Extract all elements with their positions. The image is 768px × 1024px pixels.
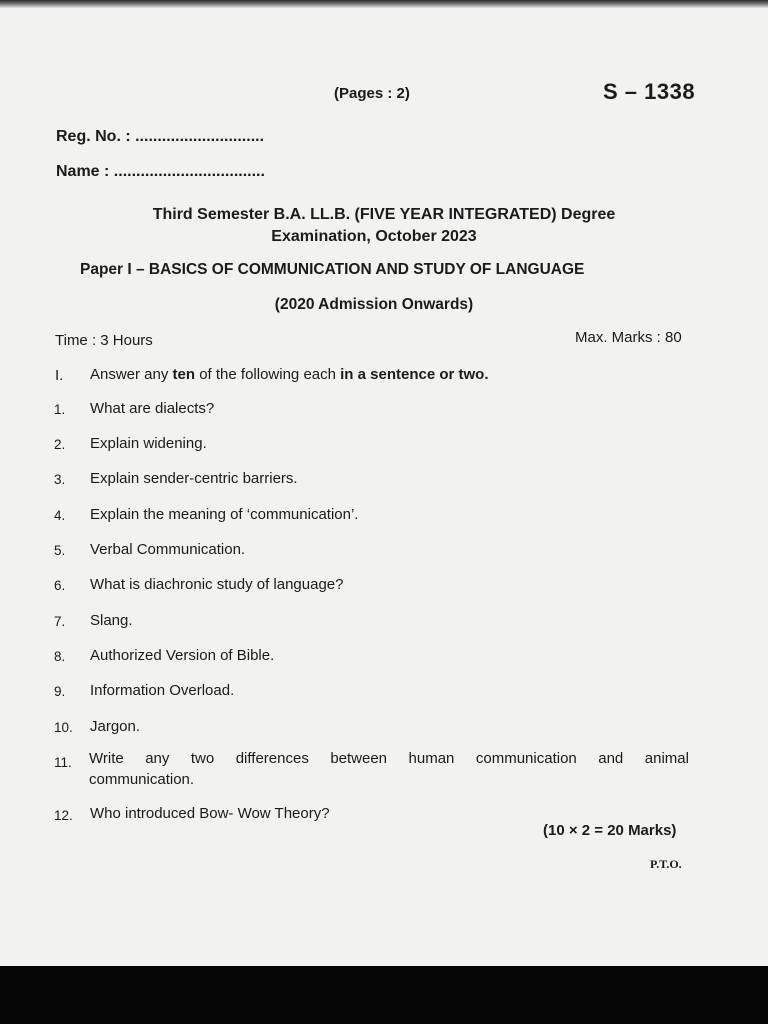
instruction-part: of the following each (195, 366, 341, 383)
reg-no-field: Reg. No. : ............................. (56, 128, 265, 145)
question-number: 11. (54, 755, 72, 770)
section-marks: (10 × 2 = 20 Marks) (543, 822, 677, 839)
question-word: Write (89, 750, 124, 767)
time-allowed: Time : 3 Hours (55, 332, 153, 349)
instruction-emphasis: in a sentence or two. (340, 366, 489, 383)
max-marks: Max. Marks : 80 (575, 329, 682, 346)
scan-top-edge (0, 0, 768, 8)
please-turn-over: P.T.O. (650, 857, 682, 871)
question-text (89, 750, 689, 767)
question-number: 3. (54, 472, 66, 487)
section-number: I. (55, 367, 64, 384)
question-number: 2. (54, 437, 66, 452)
question-word: any (145, 750, 170, 767)
question-word: two (190, 750, 215, 767)
question-text: Authorized Version of Bible. (90, 647, 275, 664)
scan-bottom-border (0, 966, 768, 1024)
question-text: Slang. (90, 612, 133, 629)
question-number: 7. (54, 614, 66, 629)
question-number: 4. (54, 508, 66, 523)
question-number: 1. (54, 402, 66, 417)
name-field: Name : .................................. (56, 163, 265, 180)
paper-title: Paper I – BASICS OF COMMUNICATION AND STUDY OF LANGUAGE (80, 261, 585, 278)
question-word: and (598, 750, 624, 767)
question-word: animal (644, 750, 689, 767)
question-text: What is diachronic study of language? (90, 576, 344, 593)
question-number: 5. (54, 543, 66, 558)
question-text: What are dialects? (90, 400, 215, 417)
exam-title-line2: Examination, October 2023 (271, 228, 477, 245)
question-number: 9. (54, 684, 66, 699)
question-number: 8. (54, 649, 66, 664)
admission-note: (2020 Admission Onwards) (274, 296, 474, 313)
question-text-continuation: communication. (89, 771, 195, 788)
section-instruction (90, 366, 489, 383)
question-number: 10. (54, 720, 73, 735)
question-text: Explain widening. (90, 435, 207, 452)
question-word: between (330, 750, 388, 767)
page-count: (Pages : 2) (334, 85, 410, 102)
instruction-part: Answer any (90, 366, 173, 383)
question-text: Jargon. (90, 718, 141, 735)
question-text: Who introduced Bow- Wow Theory? (90, 805, 330, 822)
question-text: Explain sender-centric barriers. (90, 470, 298, 487)
exam-title-line1: Third Semester B.A. LL.B. (FIVE YEAR INTEGRATED) Degree (152, 206, 616, 223)
instruction-emphasis: ten (172, 366, 196, 383)
question-word: human (408, 750, 455, 767)
question-text: Information Overload. (90, 682, 235, 699)
question-number: 6. (54, 578, 66, 593)
question-word: differences (235, 750, 309, 767)
question-word: communication (475, 750, 577, 767)
question-text: Explain the meaning of ‘communication’. (90, 506, 359, 523)
question-text: Verbal Communication. (90, 541, 246, 558)
question-number: 12. (54, 808, 73, 823)
paper-code: S – 1338 (603, 79, 696, 104)
